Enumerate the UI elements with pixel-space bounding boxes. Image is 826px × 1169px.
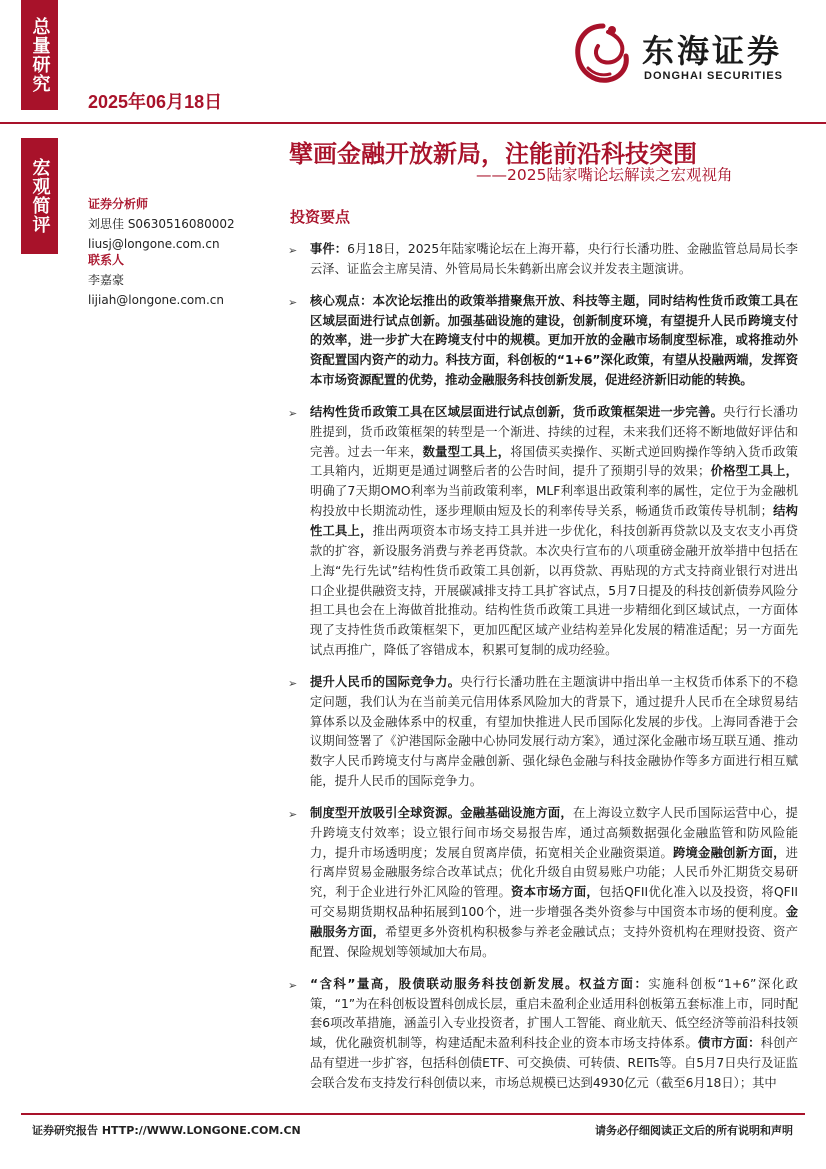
footer-disclaimer: 请务必仔细阅读正文后的所有说明和声明 (595, 1124, 793, 1137)
report-date: 2025年06月18日 (88, 92, 223, 112)
analyst-email[interactable]: liusj@longone.com.cn (88, 237, 220, 251)
key-point-item (288, 975, 798, 1094)
bold-run: 事件： (310, 242, 348, 256)
text-run: 推出两项资本市场支持工具并进一步优化，科技创新再贷款以及支农支小再贷款的扩容，新设服务消费与养老再贷款。本次央行宣布的八项重磅金融开放举措中包括在上海“先行先试”结构性货币政策工具创新，以再贷款、再贴现的方式支持商业银行对进出口企业提供融资支持，开展碳减排支持工具扩容试点，5月7日提及的科技创新债券风险分担工具也会在上海做首批推动。结构性货币政策工具进一步精细化到区域试点，一方面体现了支持性货币政策框架下，更加匹配区域产业结构差异化发展的精准适配；另一方面先试点再推广，降低了容错成本，积累可复制的成功经验。 (310, 523, 798, 658)
contact-email[interactable]: lijiah@longone.com.cn (88, 293, 224, 307)
report-subtitle: ——2025陆家嘴论坛解读之宏观视角 (476, 166, 733, 184)
key-point-text (310, 673, 798, 792)
contact-name: 李嘉豪 (88, 273, 125, 287)
footer-rule (21, 1113, 805, 1115)
bold-run: 结构性货币政策工具在区域层面进行试点创新，货币政策框架进一步完善。 (310, 404, 724, 419)
text-run: 希望更多外资机构积极参与养老金融试点；支持外资机构在理财投资、资产配置、保险规划等领域加大布局。 (310, 925, 798, 959)
bold-run: 资本市场方面， (511, 885, 599, 900)
text-run: 央行行长潘功胜提到，货币政策框架的转型是一个渐进、持续的过程，未来我们还将不断地做好评估和完善。过去一年来， (310, 404, 798, 459)
bullet-arrow-icon: ➢ (288, 295, 298, 309)
analyst-info (88, 196, 235, 308)
text-run: 进行离岸贸易金融服务综合改革试点；优化升级自由贸易账户功能；人民币外汇期货交易研究，利于企业进行外汇风险的管理。 (310, 845, 798, 900)
dragon-emblem-icon (568, 18, 638, 90)
text-run: 央行行长潘功胜在主题演讲中指出单一主权货币体系下的不稳定问题，我们认为在当前美元信用体系风险加大的背景下，通过提升人民币在全球贸易结算体系以及金融体系中的权重，有望加快推进人民币国际化发展的步伐。上海同香港于会议期间签署了《沪港国际金融中心协同发展行动方案》，通过深化金融市场互联互通、推动数字人民币跨境支付与离岸金融创新、强化绿色金融与科技金融协作等多方面进行相互赋能，提升人民币的国际竞争力。 (310, 674, 798, 789)
section-tab-macro-review: 宏观简评 (21, 138, 58, 254)
key-points-list (288, 240, 798, 1106)
bold-run: “含科”量高，股债联动服务科技创新发展。权益方面： (310, 976, 649, 991)
bold-run: 制度型开放吸引全球资源。 (310, 805, 461, 820)
bold-run: 价格型工具上， (710, 464, 798, 479)
key-points-heading: 投资要点 (290, 208, 351, 226)
bullet-arrow-icon: ➢ (288, 978, 298, 992)
logo-chinese-name: 东海证券 (642, 32, 783, 70)
text-run: 实施科创板“1+6”深化政策，“1”为在科创板设置科创成长层，重启未盈利企业适用科创板第五套标准上市，同时配套6项改革措施，涵盖引入专业投资者，扩围人工智能、商业航天、低空经济等前沿科技领域，优化融资机制等，构建适配未盈利科技企业的资本市场支持体系。 (310, 976, 798, 1051)
key-point-text (310, 804, 798, 963)
bold-run: 结构性工具上， (310, 504, 798, 538)
report-title: 擘画金融开放新局，注能前沿科技突围 (289, 140, 697, 168)
text-run: 将国债买卖操作、买断式逆回购操作等纳入货币政策工具箱内，近期更是通过调整后者的公告时间，提升了预期引导的效果； (310, 444, 798, 479)
text-run: 包括QFII优化准入以及投资，将QFII可交易期货期权品种拓展到100个，进一步增强各类外资参与中国资本市场的便利度。 (310, 885, 798, 920)
key-point-text (310, 240, 798, 280)
bold-run: 跨境金融创新方面， (673, 845, 786, 860)
section-tab-total-research: 总量研究 (21, 0, 58, 110)
key-point-text (310, 403, 798, 661)
footer-left-text: 证券研究报告 HTTP://WWW.LONGONE.COM.CN (32, 1124, 301, 1137)
text-run: 明确了7天期OMO利率为当前政策利率，MLF利率退出政策利率的属性，定位于为金融机构投放中长期流动性，逐步理顺由短及长的利率传导关系，畅通货币政策传导机制； (310, 484, 798, 519)
analyst-name-cert: 刘思佳 S0630516080002 (88, 217, 235, 231)
key-point-text (310, 975, 798, 1094)
bold-run: 债市方面： (698, 1036, 761, 1051)
text-run: 科创产品有望进一步扩容，包括科创债ETF、可交换债、可转债、REITs等。自5月7日央行及证监会联合发布支持发行科创债以来，市场总规模已达到4930亿元（截至6月18日）；其中 (310, 1036, 798, 1090)
bold-run: 数量型工具上， (422, 444, 511, 459)
logo-english-name: DONGHAI SECURITIES (644, 70, 784, 82)
bold-run: 金融基础设施方面， (460, 805, 573, 820)
bullet-arrow-icon: ➢ (288, 676, 298, 690)
bold-run: 核心观点：本次论坛推出的政策举措聚焦开放、科技等主题，同时结构性货币政策工具在区域层面进行试点创新。加强基础设施的建设，创新制度环境，有望提升人民币跨境支付的效率，进一步扩大在跨境支付中的规模。更加开放的金融市场制度型标准，或将推动外资配置国内资产的动力。科技方面，科创板的“1+6”深化政策，有望从投融两端，发挥资本市场资源配置的优势，推动金融服务科技创新发展，促进经济新旧动能的转换。 (310, 293, 798, 388)
company-logo (568, 18, 798, 90)
bullet-arrow-icon: ➢ (288, 244, 298, 257)
text-run: 6月18日，2025年陆家嘴论坛在上海开幕，央行行长潘功胜、金融监管总局局长李云泽、证监会主席吴清、外管局局长朱鹤新出席会议并发表主题演讲。 (310, 242, 798, 276)
contact-label: 联系人 (88, 253, 125, 267)
key-point-text (310, 292, 798, 391)
key-point-item (288, 403, 798, 661)
key-point-item (288, 673, 798, 792)
header-rule (0, 122, 826, 124)
key-point-item (288, 240, 798, 280)
analyst-label: 证券分析师 (88, 197, 149, 211)
bold-run: 金融服务方面， (310, 905, 798, 939)
bullet-arrow-icon: ➢ (288, 807, 298, 821)
key-point-item (288, 292, 798, 391)
bullet-arrow-icon: ➢ (288, 406, 298, 420)
text-run: 在上海设立数字人民币国际运营中心，提升跨境支付效率；设立银行间市场交易报告库，通过高频数据强化金融监管和防风险能力，提升市场透明度；发展自贸离岸债，拓宽相关企业融资渠道。 (310, 805, 798, 860)
key-point-item (288, 804, 798, 963)
bold-run: 提升人民币的国际竞争力。 (310, 674, 461, 689)
